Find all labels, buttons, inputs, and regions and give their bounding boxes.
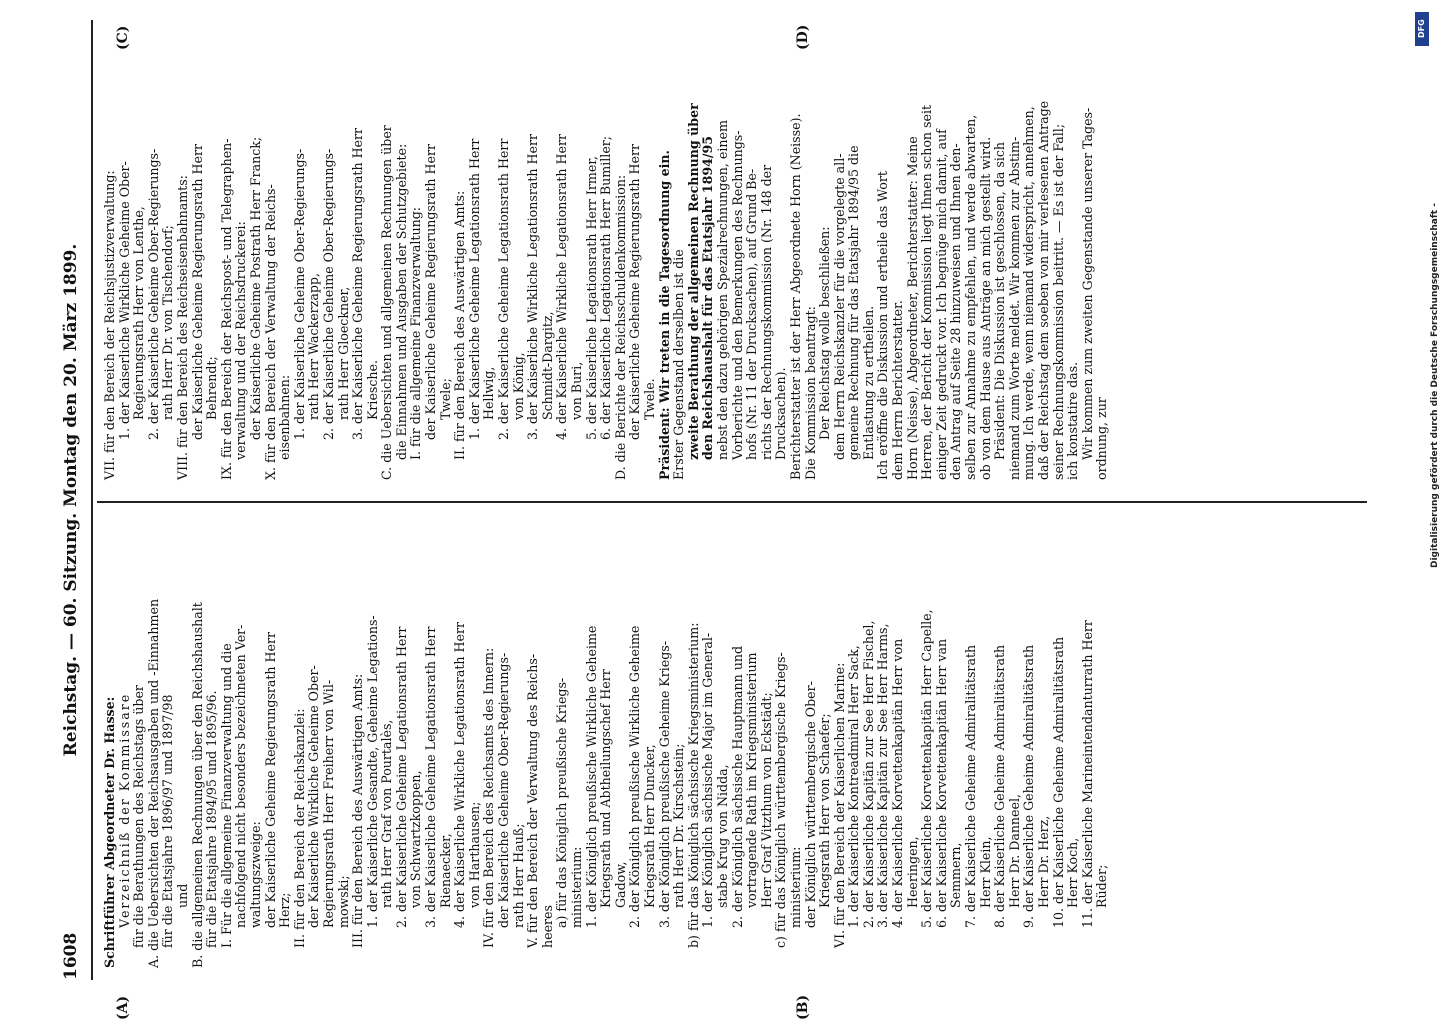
- text-line: und: [174, 883, 190, 908]
- text-line: VI. für den Bereich der Kaiserlichen Marine:: [831, 662, 847, 948]
- text-line: 1. der Kaiserliche Geheime Ober-Regierungs-: [291, 148, 307, 440]
- text-line: c) für das Königlich württembergische Kriegs-: [773, 652, 789, 948]
- text-line: der Kaiserliche Geheime Ober-Regierungs-: [496, 652, 512, 928]
- text-line: seiner Rechnungskommission beitritt. — Es ist der Fall;: [1050, 123, 1066, 480]
- text-line: Herr Koch,: [1065, 837, 1081, 908]
- text-line: Rüder;: [1094, 864, 1110, 908]
- text-line: 7. der Kaiserliche Geheime Admiralitätsrath: [963, 644, 979, 928]
- text-line: rath Herr Hauß;: [510, 823, 526, 928]
- text-line: gemeine Rechnung für das Etatsjahr 1894/95 die: [846, 145, 862, 460]
- text-line: der Kaiserliche Wirkliche Geheime Ober-: [306, 665, 322, 928]
- text-line: Herr Dr. Danneel,: [1006, 794, 1022, 908]
- text-line: Entlastung zu ertheilen.: [860, 305, 876, 460]
- text-line: Erster Gegenstand derselben ist die: [671, 249, 687, 480]
- text-line: nebst den dazu gehörigen Spezialrechnungen, einem: [714, 120, 730, 460]
- text-line: 3. der Kaiserliche Wirkliche Legationsrath Herr: [525, 133, 541, 440]
- text-line: 1. der Kaiserliche Kontreadmiral Herr Sack,: [846, 645, 862, 928]
- text-line: Wir kommen zum zweiten Gegenstande unserer Tages-: [1079, 107, 1095, 460]
- text-line: der Kaiserliche Geheime Postrath Herr Franck;: [247, 136, 263, 440]
- text-line: Gadow,: [612, 861, 628, 908]
- text-line: ob von dem Hause aus Anträge an mich gestellt wird.: [977, 136, 993, 480]
- text-line: rath Herr Wackerzapp,: [306, 273, 322, 420]
- text-line: IV. für den Bereich des Reichsamts des Innern:: [481, 647, 497, 948]
- text-line: 2. der Königlich sächsische Hauptmann und: [729, 645, 745, 928]
- text-line: VIII. für den Bereich des Reichseisenbahnamts:: [174, 175, 190, 480]
- running-title: Reichstag. — 60. Sitzung. Montag den 20. März 1899.: [61, 243, 81, 757]
- text-line: II. für den Bereich der Reichskanzlei:: [291, 708, 307, 948]
- text-line: V. für den Bereich der Verwaltung des Reichs-: [525, 653, 541, 948]
- text-line: III. für den Bereich des Auswärtigen Amts:: [350, 673, 366, 948]
- text-line: VII. für den Bereich der Reichsjustizverwaltung:: [102, 170, 117, 480]
- text-line: nachfolgend nicht besonders bezeichneten Ver-: [233, 624, 249, 928]
- text-line: die Einnahmen und Ausgaben der Schutzgebiete:: [393, 143, 409, 460]
- text-line: 1. der Königlich preußische Wirkliche Geheime: [583, 625, 599, 928]
- text-line: Schmidt-Dargitz,: [539, 311, 555, 420]
- text-line: Kriesche.: [364, 360, 380, 420]
- text-line: Berichterstatter ist der Herr Abgeordnete Horn (Neisse).: [787, 113, 803, 480]
- text-line: für die Etatsjahre 1894/95 und 1895/96.: [204, 690, 220, 948]
- text-line: 6. der Kaiserliche Korvettenkapitän Herr van: [933, 638, 949, 928]
- text-line: niemand zum Worte meldet. Wir kommen zur Abstim-: [1006, 136, 1022, 480]
- text-line: verwaltung und der Reichsdruckerei:: [233, 221, 249, 460]
- credit-text: Digitalisierung gefördert durch die Deutsche Forschungsgemeinschaft -: [1430, 203, 1440, 568]
- text-line: Herz;: [277, 892, 293, 928]
- text-line: Twele;: [437, 378, 453, 420]
- text-line: richts der Rechnungskommission (Nr. 148 der: [758, 164, 774, 460]
- text-line: 6. der Kaiserliche Legationsrath Herr Bumiller;: [598, 135, 614, 440]
- text-line: 4. der Kaiserliche Wirkliche Legationsrath Herr: [452, 621, 468, 928]
- text-line: Kriegsrath und Abtheilungschef Herr: [598, 669, 614, 908]
- text-line: I. Für die allgemeine Finanzverwaltung und die: [218, 643, 234, 948]
- text-line: 4. der Kaiserliche Wirkliche Legationsrath Herr: [554, 133, 570, 440]
- text-line: rath Herr Dr. Kirschstein;: [671, 743, 687, 908]
- text-line: 3. der Kaiserliche Geheime Legationsrath Herr: [423, 626, 439, 928]
- text-line: hofs (Nr. 11 der Drucksachen), auf Grund Be-: [744, 168, 760, 460]
- text-line: vortragende Rath im Kriegsministerium: [744, 652, 760, 908]
- text-line: Ich eröffne die Diskussion und ertheile das Wort: [875, 171, 891, 480]
- margin-marker-c: (C): [115, 25, 131, 50]
- page-number: 1608: [61, 932, 81, 980]
- text-line: von Schwartzkoppen,: [408, 770, 424, 908]
- margin-marker-d: (D): [795, 24, 811, 50]
- text-line: der Kaiserliche Geheime Regierungsrath Herr: [262, 631, 278, 928]
- text-line: Herr Graf Vitzthum von Eckstädt;: [758, 692, 774, 908]
- text-line: 2. der Kaiserliche Kapitän zur See Herr Fischel,: [860, 620, 876, 928]
- text-line: Verzeichniß der Kommissare: [116, 692, 132, 928]
- text-line: Kriegsrath Herr von Schaefer;: [817, 713, 833, 908]
- text-line: der Kaiserliche Geheime Regierungsrath Herr: [423, 143, 439, 440]
- text-line: heeres: [539, 905, 555, 948]
- text-line: 9. der Kaiserliche Geheime Admiralitätsrath: [1021, 644, 1037, 928]
- text-line: Präsident: Wir treten in die Tagesordnung ein.: [656, 150, 672, 480]
- text-line: 5. der Kaiserliche Korvettenkapitän Herr Capelle,: [919, 609, 935, 928]
- text-line: dem Herrn Berichterstatter.: [890, 300, 906, 480]
- page-header: [55, 20, 93, 980]
- text-line: ministerium:: [787, 846, 803, 928]
- text-line: daß der Reichstag dem soeben von mir verlesenen Antrage: [1036, 100, 1051, 480]
- text-line: Schriftführer Abgeordneter Dr. Hasse:: [102, 696, 117, 968]
- rotated-document-page: [55, 20, 1385, 1020]
- text-line: Regierungsrath Herr von Lenthe,: [131, 206, 147, 420]
- text-line: 3. der Königlich preußische Geheime Kriegs-: [656, 641, 672, 928]
- text-line: 1. der Kaiserliche Gesandte, Geheime Legations-: [364, 615, 380, 928]
- text-line: 5. der Kaiserliche Legationsrath Herr Irmer,: [583, 156, 599, 440]
- text-line: 2. der Kaiserliche Geheime Ober-Regierungs-: [145, 148, 161, 440]
- text-line: Herren, der Bericht der Kommission liegt Ihnen schon seit: [919, 104, 935, 480]
- text-line: b) für das Königlich sächsische Kriegsministerium:: [685, 622, 701, 948]
- dfg-logo: DFG: [1415, 12, 1429, 46]
- right-column: [103, 40, 1110, 480]
- text-line: einiger Zeit gedruckt vor. Ich begnüge mich damit, auf: [933, 129, 949, 480]
- text-line: 11. der Kaiserliche Marineintendanturrath Herr: [1079, 620, 1095, 928]
- text-line: Semmern,: [948, 842, 964, 908]
- text-line: A. die Uebersichten der Reichsausgaben und -Einnahmen: [145, 598, 161, 968]
- text-line: 1. der Kaiserliche Wirkliche Geheime Ober-: [116, 161, 132, 440]
- text-line: 2. der Kaiserliche Geheime Legationsrath Herr: [393, 626, 409, 928]
- text-line: 3. der Kaiserliche Geheime Regierungsrath Herr: [350, 127, 366, 440]
- text-line: 4. der Kaiserliche Korvettenkapitän Herr von: [890, 638, 906, 928]
- text-line: Twele.: [641, 378, 657, 420]
- text-line: der Kaiserliche Geheime Regierungsrath Herr: [627, 143, 643, 440]
- text-line: 8. der Kaiserliche Geheime Admiralitätsrath: [992, 644, 1008, 928]
- text-line: Herr Dr. Herz,: [1036, 815, 1051, 908]
- text-line: D. die Berichte der Reichsschuldenkommission:: [612, 174, 628, 480]
- text-line: Vorberichte und den Bemerkungen des Rechnungs-: [729, 130, 745, 460]
- text-line: ordnung, zur: [1094, 397, 1110, 480]
- text-line: ministerium:: [569, 846, 584, 928]
- text-line: Rienaecker,: [437, 833, 453, 908]
- text-line: Kriegsrath Herr Duncker,: [641, 744, 657, 908]
- text-line: rath Herr Graf von Pourtalès,: [379, 719, 395, 908]
- text-line: Präsident: Die Diskussion ist geschlossen, da sich: [992, 141, 1008, 460]
- text-line: I. für die allgemeine Finanzverwaltung:: [408, 206, 424, 460]
- text-line: von Buri,: [569, 361, 584, 420]
- text-line: dem Herrn Reichskanzler für die vorgelegte all-: [831, 153, 847, 460]
- text-line: mung. Ich werde, wenn niemand widerspricht, annehmen,: [1021, 106, 1037, 480]
- text-line: Behrendt;: [204, 356, 220, 420]
- text-line: zweite Berathung der allgemeinen Rechnung über: [685, 103, 701, 460]
- text-line: für die Berathungen des Reichstags über: [131, 685, 147, 948]
- text-line: den Reichshaushalt für das Etatsjahr 1894/95: [700, 136, 716, 460]
- text-line: 2. der Königlich preußische Wirkliche Geheime: [627, 625, 643, 928]
- column-divider: [97, 501, 1367, 503]
- text-line: B. die allgemeinen Rechnungen über den Reichshaushalt: [189, 602, 205, 968]
- text-line: X. für den Bereich der Verwaltung der Reichs-: [262, 184, 278, 480]
- text-line: II. für den Bereich des Auswärtigen Amts:: [452, 190, 468, 460]
- text-line: 3. der Kaiserliche Kapitän zur See Herr Harms,: [875, 623, 891, 928]
- text-line: waltungszweige:: [247, 821, 263, 928]
- text-line: der Kaiserliche Geheime Regierungsrath Herr: [189, 143, 205, 440]
- text-line: für die Etatsjahre 1896/97 und 1897/98: [160, 694, 176, 948]
- text-line: Die Kommission beantragt:: [802, 306, 818, 480]
- text-line: stabe Krug von Nidda,: [714, 764, 730, 908]
- text-line: 1. der Kaiserliche Geheime Legationsrath Herr: [466, 138, 482, 440]
- margin-marker-b: (B): [795, 994, 811, 1020]
- text-line: Horn (Neisse), Abgeordneter, Berichterstatter: Meine: [904, 136, 920, 480]
- text-line: 2. der Kaiserliche Geheime Ober-Regierungs-: [320, 148, 336, 440]
- text-line: Regierungsrath Herr Freiherr von Wil-: [320, 679, 336, 928]
- text-line: Hellwig,: [481, 366, 497, 420]
- text-line: von König,: [510, 352, 526, 420]
- text-line: Heeringen,: [904, 836, 920, 908]
- text-line: selben zur Annahme zu empfehlen, und werde abwarten,: [963, 114, 979, 480]
- text-line: a) für das Königlich preußische Kriegs-: [554, 677, 570, 928]
- text-line: eisenbahnen:: [277, 374, 293, 460]
- text-line: rath Herr Dr. von Tischendorf;: [160, 225, 176, 420]
- text-line: IX. für den Bereich der Reichspost- und Telegraphen-: [218, 138, 234, 480]
- text-line: Herr Klein,: [977, 836, 993, 908]
- text-line: 1. der Königlich sächsische Major im General-: [700, 632, 716, 928]
- text-line: von Harthausen;: [466, 801, 482, 908]
- text-line: Drucksachen).: [773, 367, 789, 460]
- text-line: ich konstatire das.: [1065, 361, 1081, 480]
- digitization-credit: [1414, 8, 1440, 998]
- left-column: [103, 528, 1110, 968]
- text-line: 10. der Kaiserliche Geheime Admiralitätsrath: [1050, 636, 1066, 928]
- text-line: den Antrag auf Seite 28 hinzuweisen und Ihnen den-: [948, 143, 964, 480]
- text-line: Der Reichstag wolle beschließen:: [817, 226, 833, 440]
- text-line: 2. der Kaiserliche Geheime Legationsrath Herr: [496, 138, 512, 440]
- text-line: rath Herr Gloeckner,: [335, 286, 351, 420]
- margin-marker-a: (A): [115, 995, 131, 1020]
- text-line: C. die Uebersichten und allgemeinen Rechnungen über: [379, 125, 395, 480]
- text-line: der Königlich württembergische Ober-: [802, 681, 818, 928]
- text-line: mowski;: [335, 875, 351, 928]
